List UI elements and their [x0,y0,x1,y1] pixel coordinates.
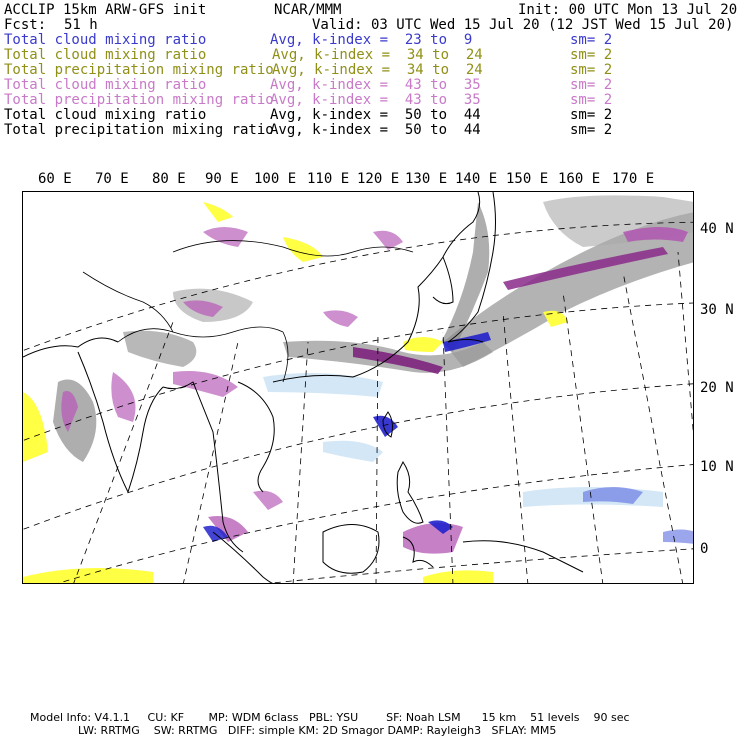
longitude-label: 80 E [152,171,186,187]
legend-field: Total precipitation mixing ratio [4,62,274,78]
legend-field: Total cloud mixing ratio [4,77,207,93]
model-info-line-2: LW: RRTMG SW: RRTMG DIFF: simple KM: 2D Smagor DAMP: Rayleigh3 SFLAY: MM5 [78,724,557,737]
legend-smoothing: sm= 2 [570,122,613,138]
legend-smoothing: sm= 2 [570,77,613,93]
latitude-label: 10 N [700,459,734,475]
legend-smoothing: sm= 2 [570,32,613,48]
latitude-label: 30 N [700,302,734,318]
forecast-label: Fcst: [4,17,47,33]
forecast-hours: 51 h [64,17,98,33]
legend-method: Avg, k-index = 34 to 24 [272,62,483,78]
map-title: ACCLIP 15km ARW-GFS init [4,2,207,18]
legend-field: Total precipitation mixing ratio [4,122,274,138]
latitude-label: 40 N [700,221,734,237]
init-time: Init: 00 UTC Mon 13 Jul 20 [518,2,738,18]
longitude-label: 90 E [205,171,239,187]
longitude-label: 60 E [38,171,72,187]
longitude-label: 100 E [254,171,297,187]
legend-method: Avg, k-index = 34 to 24 [272,47,483,63]
legend-smoothing: sm= 2 [570,92,613,108]
legend-smoothing: sm= 2 [570,62,613,78]
longitude-label: 170 E [612,171,655,187]
longitude-label: 130 E [405,171,448,187]
legend-method: Avg, k-index = 43 to 35 [270,92,481,108]
cloud-field-layer [23,195,694,584]
map-canvas [23,192,694,584]
longitude-label: 150 E [506,171,549,187]
legend-method: Avg, k-index = 23 to 9 [270,32,473,48]
longitude-label: 110 E [307,171,350,187]
legend-smoothing: sm= 2 [570,107,613,123]
longitude-label: 70 E [95,171,129,187]
legend-smoothing: sm= 2 [570,47,613,63]
legend-field: Total cloud mixing ratio [4,107,207,123]
longitude-label: 120 E [357,171,400,187]
legend-method: Avg, k-index = 43 to 35 [270,77,481,93]
model-info-line-1: Model Info: V4.1.1 CU: KF MP: WDM 6class PBL: YSU SF: Noah LSM 15 km 51 levels 90 sec [30,711,630,724]
legend-field: Total precipitation mixing ratio [4,92,274,108]
longitude-label: 140 E [455,171,498,187]
legend-method: Avg, k-index = 50 to 44 [270,122,481,138]
map-panel [22,191,694,584]
latitude-label: 20 N [700,380,734,396]
legend-field: Total cloud mixing ratio [4,47,207,63]
organization-label: NCAR/MMM [274,2,342,18]
latitude-label: 0 [700,541,709,557]
longitude-label: 160 E [558,171,601,187]
legend-method: Avg, k-index = 50 to 44 [270,107,481,123]
valid-time: Valid: 03 UTC Wed 15 Jul 20 (12 JST Wed 15 Jul 20) [312,17,734,33]
legend-field: Total cloud mixing ratio [4,32,207,48]
